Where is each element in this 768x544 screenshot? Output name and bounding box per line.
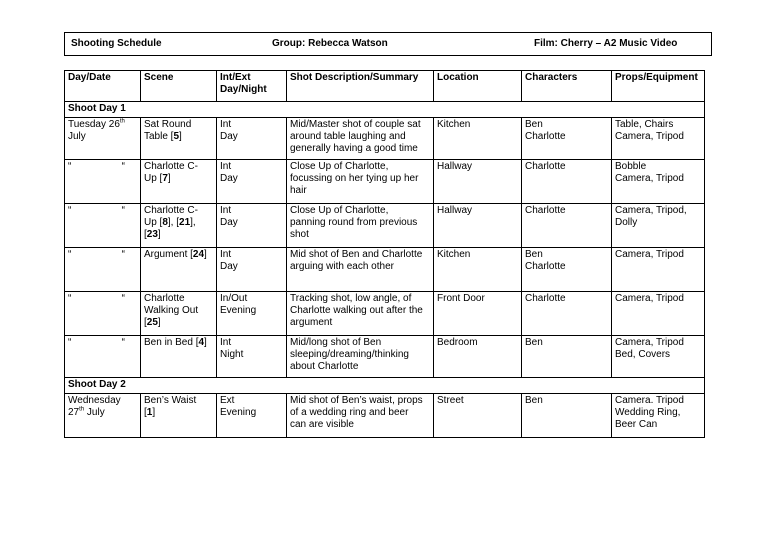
cell-description: Close Up of Charlotte, focussing on her tying up her hair bbox=[287, 160, 434, 204]
cell-scene: Charlotte C- Up [7] bbox=[141, 160, 217, 204]
table-header-row bbox=[65, 71, 705, 102]
cell-scene: Ben in Bed [4] bbox=[141, 336, 217, 378]
document-header bbox=[64, 32, 712, 56]
table-row bbox=[65, 118, 705, 160]
cell-props: Camera, Tripod bbox=[612, 248, 705, 292]
cell-props: Bobble Camera, Tripod bbox=[612, 160, 705, 204]
col-header-description: Shot Description/Summary bbox=[287, 71, 434, 102]
header-title: Shooting Schedule bbox=[71, 38, 162, 49]
cell-scene: Charlotte Walking Out [25] bbox=[141, 292, 217, 336]
col-header-int-ext: Int/Ext Day/Night bbox=[217, 71, 287, 102]
col-header-scene: Scene bbox=[141, 71, 217, 102]
col-header-props: Props/Equipment bbox=[612, 71, 705, 102]
cell-scene: Argument [24] bbox=[141, 248, 217, 292]
shooting-schedule-table bbox=[64, 70, 705, 438]
col-header-location: Location bbox=[434, 71, 522, 102]
ditto-mark: “ bbox=[68, 161, 72, 172]
header-film: Film: Cherry – A2 Music Video bbox=[534, 38, 678, 49]
ditto-mark: “ bbox=[68, 205, 72, 216]
cell-date: Tuesday 26th July bbox=[65, 118, 141, 160]
shoot-day-row bbox=[65, 378, 705, 394]
cell-description: Mid shot of Ben’s waist, props of a wedding ring and beer can are visible bbox=[287, 394, 434, 438]
table-row bbox=[65, 336, 705, 378]
cell-props: Camera, Tripod bbox=[612, 292, 705, 336]
cell-characters: Charlotte bbox=[522, 204, 612, 248]
cell-scene: Ben’s Waist [1] bbox=[141, 394, 217, 438]
table-row bbox=[65, 160, 705, 204]
cell-props: Camera, Tripod Bed, Covers bbox=[612, 336, 705, 378]
cell-location: Front Door bbox=[434, 292, 522, 336]
cell-description: Mid/Master shot of couple sat around table laughing and generally having a good time bbox=[287, 118, 434, 160]
cell-int-ext: Int Day bbox=[217, 160, 287, 204]
cell-date bbox=[65, 204, 141, 248]
col-header-date: Day/Date bbox=[65, 71, 141, 102]
cell-int-ext: Int Day bbox=[217, 118, 287, 160]
cell-scene: Sat Round Table [5] bbox=[141, 118, 217, 160]
cell-characters: Ben bbox=[522, 394, 612, 438]
cell-location: Hallway bbox=[434, 204, 522, 248]
cell-characters: Charlotte bbox=[522, 292, 612, 336]
ditto-mark: “ bbox=[121, 293, 125, 304]
cell-date: Wednesday 27th July bbox=[65, 394, 141, 438]
table-row bbox=[65, 292, 705, 336]
ditto-mark: “ bbox=[121, 249, 125, 260]
shoot-day-2-label: Shoot Day 2 bbox=[65, 378, 705, 394]
cell-characters: Ben Charlotte bbox=[522, 248, 612, 292]
table-row bbox=[65, 204, 705, 248]
cell-props: Camera. Tripod Wedding Ring, Beer Can bbox=[612, 394, 705, 438]
cell-characters: Ben Charlotte bbox=[522, 118, 612, 160]
ditto-mark: “ bbox=[68, 249, 72, 260]
cell-location: Bedroom bbox=[434, 336, 522, 378]
cell-props: Table, Chairs Camera, Tripod bbox=[612, 118, 705, 160]
cell-description: Mid shot of Ben and Charlotte arguing with each other bbox=[287, 248, 434, 292]
cell-characters: Charlotte bbox=[522, 160, 612, 204]
cell-int-ext: In/Out Evening bbox=[217, 292, 287, 336]
cell-date bbox=[65, 160, 141, 204]
shoot-day-1-label: Shoot Day 1 bbox=[65, 102, 705, 118]
cell-date bbox=[65, 248, 141, 292]
cell-props: Camera, Tripod, Dolly bbox=[612, 204, 705, 248]
table-row bbox=[65, 394, 705, 438]
col-header-characters: Characters bbox=[522, 71, 612, 102]
ditto-mark: “ bbox=[68, 337, 72, 348]
cell-int-ext: Int Day bbox=[217, 204, 287, 248]
cell-date bbox=[65, 336, 141, 378]
cell-date bbox=[65, 292, 141, 336]
cell-scene: Charlotte C- Up [8], [21], [23] bbox=[141, 204, 217, 248]
cell-description: Close Up of Charlotte, panning round from previous shot bbox=[287, 204, 434, 248]
cell-int-ext: Int Night bbox=[217, 336, 287, 378]
cell-int-ext: Int Day bbox=[217, 248, 287, 292]
cell-location: Kitchen bbox=[434, 248, 522, 292]
cell-int-ext: Ext Evening bbox=[217, 394, 287, 438]
cell-location: Street bbox=[434, 394, 522, 438]
table-row bbox=[65, 248, 705, 292]
header-group: Group: Rebecca Watson bbox=[272, 38, 388, 49]
shoot-day-row bbox=[65, 102, 705, 118]
ditto-mark: “ bbox=[68, 293, 72, 304]
cell-location: Hallway bbox=[434, 160, 522, 204]
ditto-mark: “ bbox=[121, 161, 125, 172]
ditto-mark: “ bbox=[121, 205, 125, 216]
ditto-mark: “ bbox=[121, 337, 125, 348]
cell-characters: Ben bbox=[522, 336, 612, 378]
cell-description: Mid/long shot of Ben sleeping/dreaming/thinking about Charlotte bbox=[287, 336, 434, 378]
cell-description: Tracking shot, low angle, of Charlotte walking out after the argument bbox=[287, 292, 434, 336]
cell-location: Kitchen bbox=[434, 118, 522, 160]
